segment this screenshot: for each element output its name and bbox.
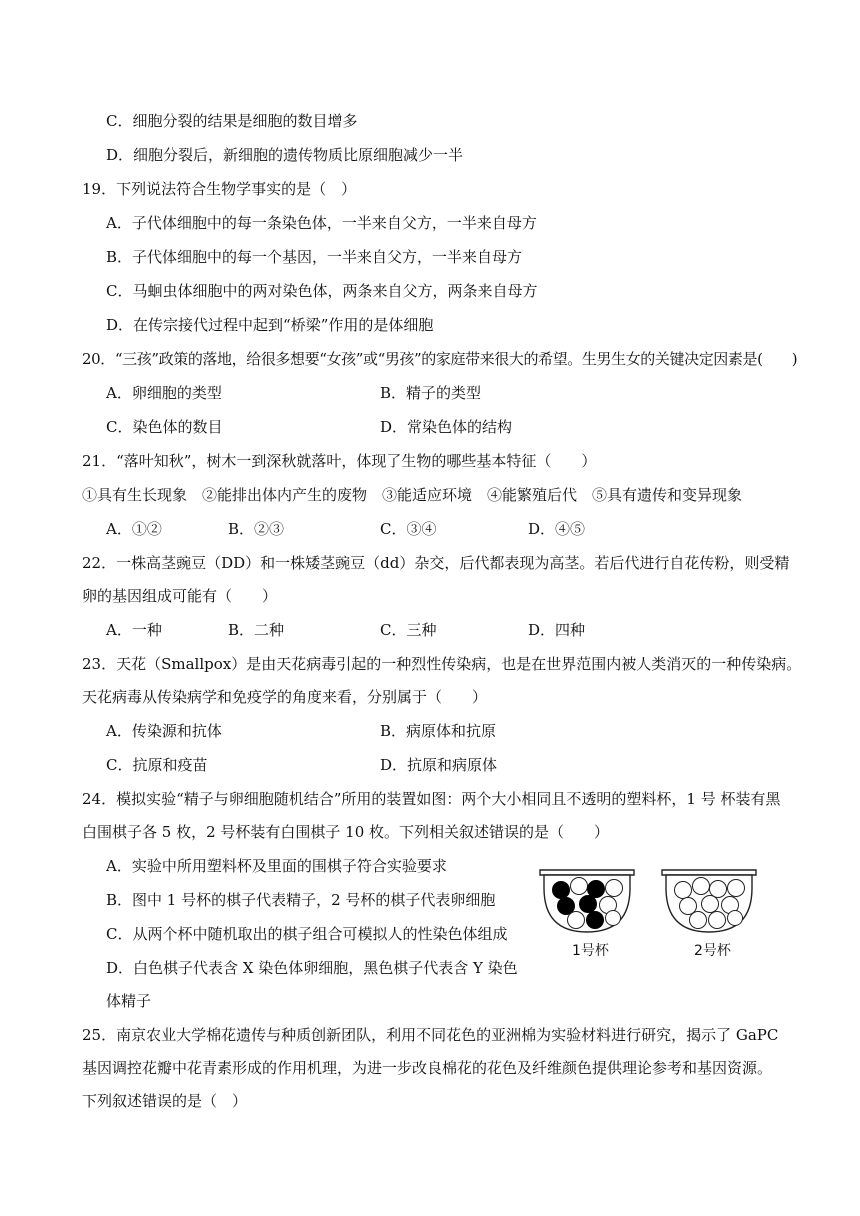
q24-option-d-line2: 体精子 [106, 992, 152, 1010]
q23-stem-line2: 天花病毒从传染病学和免疫学的角度来看，分别属于（ ） [82, 688, 488, 706]
cup-2-label: 2号杯 [694, 943, 731, 959]
q21-option-b: B．②③ [228, 520, 285, 538]
q20-option-c: C．染色体的数目 [106, 418, 223, 436]
q20-option-a: A．卵细胞的类型 [106, 384, 222, 402]
cup2-white-piece [675, 882, 692, 899]
cups-figure [538, 866, 768, 966]
q21-option-a: A．①② [106, 520, 162, 538]
q23-option-a: A．传染源和抗体 [106, 722, 222, 740]
q19-option-b: B．子代体细胞中的每一个基因，一半来自父方，一半来自母方 [106, 248, 523, 266]
cup2-white-piece [680, 898, 697, 915]
q24-option-d-line1: D．白色棋子代表含 X 染色体卵细胞，黑色棋子代表含 Y 染色 [106, 959, 518, 977]
cup2-white-piece [710, 881, 727, 898]
q22-option-a: A．一种 [106, 621, 162, 639]
q19-option-d: D．在传宗接代过程中起到“桥梁”作用的是体细胞 [106, 316, 434, 334]
q19-option-c: C．马蛔虫体细胞中的两对染色体，两条来自父方，两条来自母方 [106, 282, 538, 300]
cup1-white-piece [606, 880, 623, 897]
q23-option-c: C．抗原和疫苗 [106, 756, 208, 774]
q24-option-c: C．从两个杯中随机取出的棋子组合可模拟人的性染色体组成 [106, 925, 508, 943]
q24-stem-line1: 24．模拟实验“精子与卵细胞随机结合”所用的装置如图：两个大小相同且不透明的塑料杯，1 号 杯装有黑 [82, 790, 781, 808]
cup1-black-piece [558, 898, 575, 915]
q20-option-d: D．常染色体的结构 [380, 418, 513, 436]
cup1-white-piece [606, 911, 621, 926]
cup2-white-piece [728, 911, 743, 926]
q25-stem-line2: 基因调控花瓣中花青素形成的作用机理，为进一步改良棉花的花色及纤维颜色提供理论参考和基因资源。 [82, 1059, 773, 1077]
q21-option-c: C．③④ [380, 520, 437, 538]
q21-stem: 21．“落叶知秋”，树木一到深秋就落叶，体现了生物的哪些基本特征（ ） [82, 452, 597, 470]
cup-1 [540, 870, 634, 932]
q19-option-a: A．子代体细胞中的每一条染色体，一半来自父方，一半来自母方 [106, 214, 537, 232]
q20-stem: 20．“三孩”政策的落地，给很多想要“女孩”或“男孩”的家庭带来很大的希望。生男生女的关键决定因素是( ) [82, 350, 798, 368]
cup1-black-piece [580, 896, 597, 913]
q24-option-b: B．图中 1 号杯的棋子代表精子，2 号杯的棋子代表卵细胞 [106, 891, 496, 909]
q25-stem-line1: 25．南京农业大学棉花遗传与种质创新团队，利用不同花色的亚洲棉为实验材料进行研究，揭示了 GaPC [82, 1026, 779, 1044]
q23-stem-line1: 23．天花（Smallpox）是由天花病毒引起的一种烈性传染病，也是在世界范围内被人类消灭的一种传染病。 [82, 655, 802, 673]
q18-option-d: D．细胞分裂后，新细胞的遗传物质比原细胞减少一半 [106, 146, 464, 164]
q22-option-c: C．三种 [380, 621, 437, 639]
q23-option-b: B．病原体和抗原 [380, 722, 497, 740]
cup2-white-piece [690, 912, 707, 929]
q22-stem-line1: 22．一株高茎豌豆（DD）和一株矮茎豌豆（dd）杂交，后代都表现为高茎。若后代进行自花传粉，则受精 [82, 554, 790, 572]
q19-stem: 19．下列说法符合生物学事实的是（ ） [82, 180, 357, 198]
cup-1-label: 1号杯 [572, 943, 609, 959]
q25-stem-line3: 下列叙述错误的是（ ） [82, 1092, 248, 1110]
cup1-black-piece [553, 882, 570, 899]
q24-option-a: A．实验中所用塑料杯及里面的围棋子符合实验要求 [106, 857, 447, 875]
cup1-white-piece [571, 878, 588, 895]
cup2-white-piece [693, 878, 710, 895]
cup2-white-piece [702, 896, 719, 913]
q22-option-b: B．二种 [228, 621, 285, 639]
q21-option-d: D．④⑤ [528, 520, 586, 538]
q20-option-b: B．精子的类型 [380, 384, 482, 402]
q22-stem-line2: 卵的基因组成可能有（ ） [82, 587, 278, 605]
q24-stem-line2: 白围棋子各 5 枚，2 号杯装有白围棋子 10 枚。下列相关叙述错误的是（ ） [82, 823, 610, 841]
q21-items: ①具有生长现象 ②能排出体内产生的废物 ③能适应环境 ④能繁殖后代 ⑤具有遗传和变异现象 [82, 486, 743, 504]
q23-option-d: D．抗原和病原体 [380, 756, 498, 774]
cup2-white-piece [709, 912, 726, 929]
cup2-white-piece [728, 880, 745, 897]
cup1-black-piece [588, 881, 605, 898]
cup1-white-piece [568, 912, 585, 929]
cup1-black-piece [587, 912, 604, 929]
cups-drawing [538, 866, 768, 938]
cup-2 [662, 870, 756, 932]
q18-option-c: C．细胞分裂的结果是细胞的数目增多 [106, 112, 358, 130]
q22-option-d: D．四种 [528, 621, 586, 639]
